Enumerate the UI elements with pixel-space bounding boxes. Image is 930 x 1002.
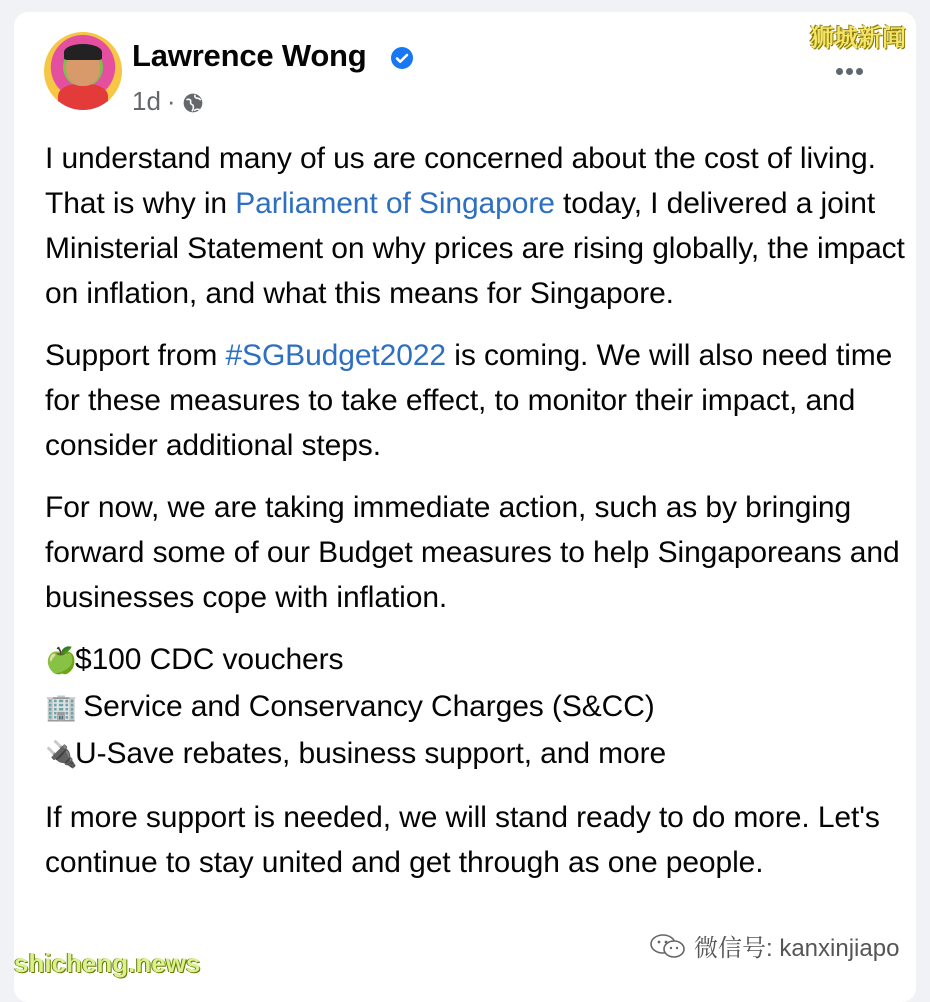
list-item-text: $100 CDC vouchers — [75, 643, 344, 676]
hashtag-link[interactable]: #SGBudget2022 — [225, 339, 447, 372]
measures-list — [45, 637, 907, 778]
avatar-hair — [64, 44, 102, 60]
meta-separator: · — [166, 86, 176, 116]
paragraph-1 — [45, 136, 907, 316]
post-body — [45, 136, 907, 902]
list-item — [45, 690, 655, 723]
more-dot — [846, 68, 853, 75]
list-item-text: U-Save rebates, business support, and more — [75, 737, 667, 770]
more-dot — [856, 68, 863, 75]
paragraph-3: For now, we are taking immediate action, such as by bringing forward some of our Budget measures to help Singaporeans and businesses cope with inflation. — [45, 491, 900, 614]
more-options-button[interactable] — [836, 62, 872, 74]
paragraph-text: Support from — [45, 339, 226, 372]
paragraph-2 — [45, 333, 907, 468]
list-item — [45, 643, 343, 676]
wechat-icon — [648, 932, 688, 960]
post-meta — [132, 86, 204, 117]
green-apple-icon: 🍏 — [45, 646, 78, 676]
wechat-id: 微信号: kanxinjiapo — [694, 935, 900, 962]
watermark-bottom-right — [648, 928, 899, 963]
author-name[interactable]: Lawrence Wong — [132, 38, 367, 73]
building-icon: 🏢 — [45, 693, 78, 723]
post-time[interactable]: 1d — [132, 86, 161, 116]
verified-badge-icon — [390, 46, 414, 70]
paragraph-text: today, I delivered a joint Ministerial Statement on why prices are rising globally, the impact on inflation, and what this means for Singapore. — [45, 187, 905, 310]
plug-icon: 🔌 — [45, 740, 78, 770]
paragraph-text: is coming. We will also need time for these measures to take effect, to monitor their impact, and consider additional steps. — [45, 339, 893, 462]
watermark-top-right: 狮城新闻 — [810, 23, 906, 52]
paragraph-text: I understand many of us are concerned about the cost of living. That is why in — [45, 142, 876, 220]
author-avatar[interactable] — [44, 32, 122, 110]
watermark-bottom-left: shicheng.news — [14, 948, 201, 978]
list-item — [45, 737, 666, 770]
globe-icon[interactable] — [182, 92, 204, 114]
paragraph-5: If more support is needed, we will stand ready to do more. Let's continue to stay united and get through as one people. — [45, 801, 880, 879]
parliament-link[interactable]: Parliament of Singapore — [235, 187, 555, 220]
avatar-shirt — [58, 84, 108, 110]
post-card — [14, 12, 916, 1002]
list-item-text: Service and Conservancy Charges (S&CC) — [75, 690, 655, 723]
more-dot — [836, 68, 843, 75]
